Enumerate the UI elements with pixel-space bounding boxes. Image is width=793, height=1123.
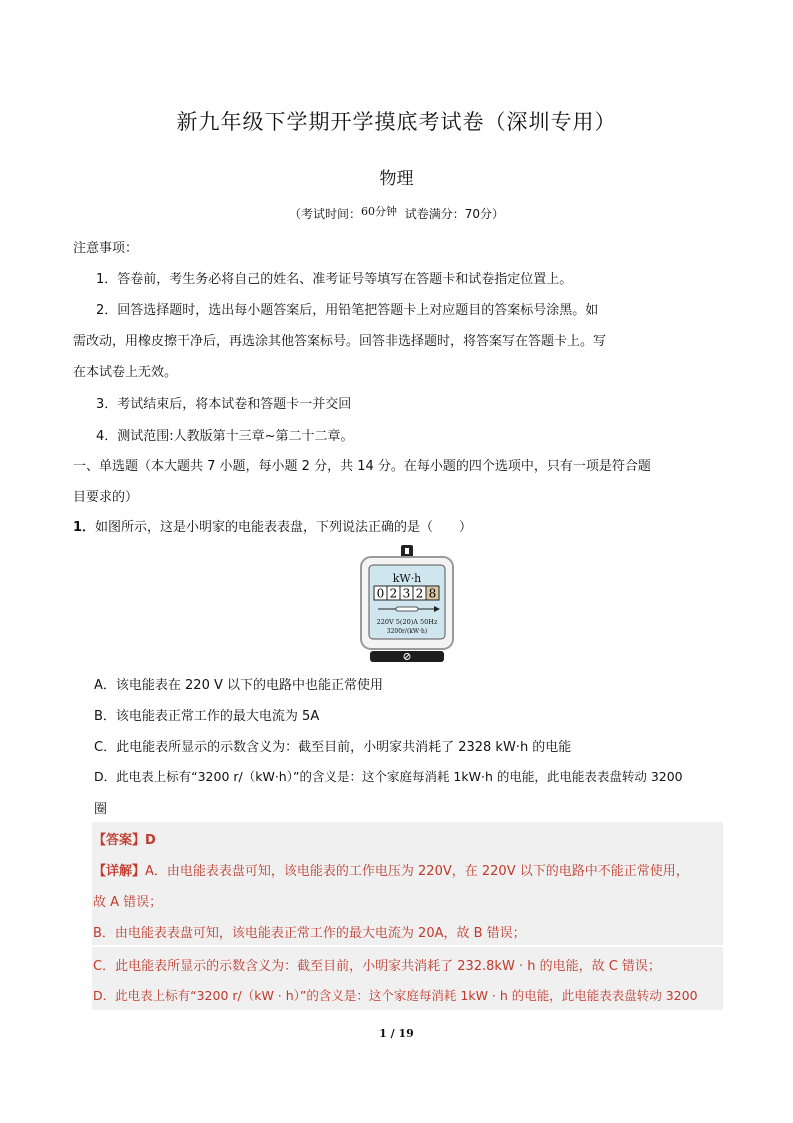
option-d-line-1: D．此电表上标有“3200 r/（kW·h）”的含义是：这个家庭每消耗 1kW·h 的电能，此电能表表盘转动 3200 <box>94 769 683 784</box>
answer-value: D <box>145 833 156 848</box>
detail-a-line-1 <box>93 860 689 879</box>
detail-d: D．此电表上标有“3200 r/（kW · h）”的含义是：这个家庭每消耗 1kW · h 的电能，此电能表表盘转动 3200 <box>93 988 698 1003</box>
notice-heading: 注意事项： <box>73 241 139 256</box>
meter-digit-2: 2 <box>389 586 398 601</box>
exam-time-prefix: （考试时间： <box>289 207 362 221</box>
page-title: 新九年级下学期开学摸底考试卷（深圳专用） <box>176 110 617 134</box>
section-heading-line-2: 目要求的） <box>73 490 139 505</box>
section-heading-line-1: 一、单选题（本大题共 7 小题，每小题 2 分，共 14 分。在每小题的四个选项中，只有一项是符合题 <box>73 459 651 474</box>
notice-item-2-line-1: 2．回答选择题时，选出每小题答案后，用铅笔把答题卡上对应题目的答案标号涂黑。如 <box>96 303 599 318</box>
meter-digit-4: 2 <box>415 586 424 601</box>
meter-top-tab-hole <box>405 548 409 554</box>
detail-b: B．由电能表表盘可知，该电能表正常工作的最大电流为 20A，故 B 错误； <box>93 926 526 941</box>
option-a: A．该电能表在 220 V 以下的电路中也能正常使用 <box>94 678 383 693</box>
detail-a-line-2: 故 A 错误； <box>93 895 163 910</box>
detail-a-text: A．由电能表表盘可知，该电能表的工作电压为 220V，在 220V 以下的电路中不能正常使用， <box>145 864 689 879</box>
exam-meta <box>0 203 793 222</box>
answer-divider <box>92 945 723 947</box>
exam-time-value: 60分钟 <box>361 205 398 218</box>
question-text: 如图所示，这是小明家的电能表表盘，下列说法正确的是（ ） <box>95 520 473 535</box>
page-number: 1 / 19 <box>379 1027 414 1040</box>
meter-digit-1: 0 <box>376 586 385 601</box>
option-c: C．此电能表所显示的示数含义为：截至目前，小明家共消耗了 2328 kW·h 的电能 <box>94 740 572 755</box>
answer-line <box>93 829 156 848</box>
meter-spec-line-2: 3200r/(kW·h) <box>386 628 428 635</box>
notice-item-1: 1．答卷前，考生务必将自己的姓名、准考证号等填写在答题卡和试卷指定位置上。 <box>96 272 573 287</box>
option-d-line-2: 圈 <box>94 802 108 817</box>
question-1-stem <box>73 516 472 535</box>
answer-box <box>92 822 723 1010</box>
detail-c: C．此电能表所显示的示数含义为：截至目前，小明家共消耗了 232.8kW · h 的电能，故 C 错误； <box>93 959 661 974</box>
detail-tag: 【详解】 <box>93 864 146 879</box>
meter-spec-line-1: 220V 5(20)A 50Hz <box>376 618 438 626</box>
meter-digits <box>374 586 439 601</box>
notice-item-3: 3．考试结束后，将本试卷和答题卡一并交回 <box>96 397 352 412</box>
notice-item-4: 4．测试范围:人教版第十三章~第二十二章。 <box>96 429 354 444</box>
electricity-meter-figure <box>360 545 454 665</box>
notice-item-2-line-3: 在本试卷上无效。 <box>73 365 178 380</box>
option-b: B．该电能表正常工作的最大电流为 5A <box>94 709 320 724</box>
meter-digit-5: 8 <box>428 586 437 601</box>
meter-digit-3: 3 <box>402 586 411 601</box>
meter-unit: kW·h <box>392 572 422 585</box>
question-number: 1． <box>73 520 96 535</box>
answer-tag: 【答案】 <box>93 833 146 848</box>
notice-item-2-line-2: 需改动，用橡皮擦干净后，再选涂其他答案标号。回答非选择题时，将答案写在答题卡上。写 <box>73 334 607 349</box>
subject-heading: 物理 <box>379 169 414 189</box>
exam-score: 试卷满分：70分） <box>404 207 504 221</box>
